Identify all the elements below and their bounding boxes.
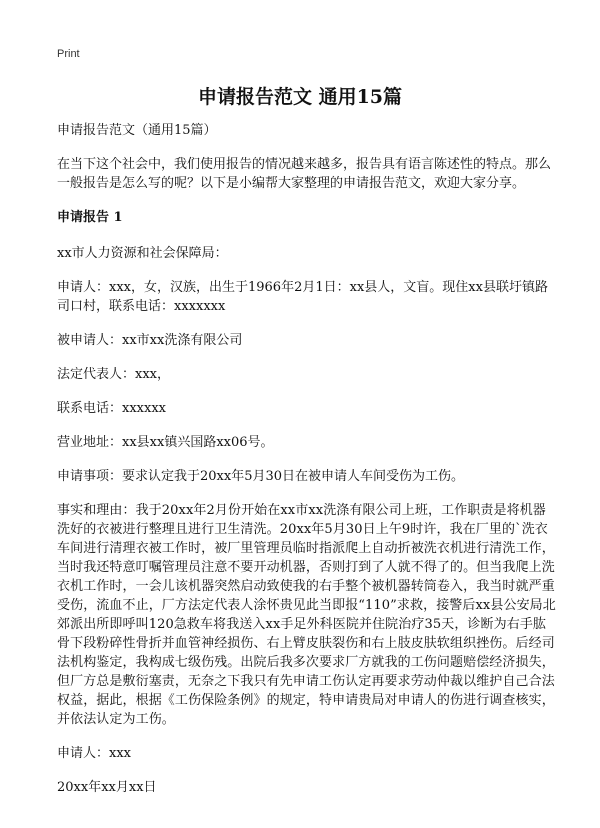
document-body bbox=[57, 121, 557, 812]
page-title: 申请报告范文 通用15篇 bbox=[197, 86, 403, 108]
intro-paragraph: 在当下这个社会中，我们使用报告的情况越来越多，报告具有语言陈述性的特点。那么一般报告是怎么写的呢？以下是小编帮大家整理的申请报告范文，欢迎大家分享。 bbox=[57, 157, 552, 191]
legal-rep-line: 法定代表人：xxx， bbox=[57, 367, 170, 382]
date-line: 20xx年xx月xx日 bbox=[57, 780, 157, 795]
section-heading: 申请报告 1 bbox=[57, 210, 123, 225]
business-address-line: 营业地址：xx县xx镇兴国路xx06号。 bbox=[57, 435, 274, 450]
subtitle: 申请报告范文（通用15篇） bbox=[57, 123, 217, 138]
print-label[interactable]: Print bbox=[57, 48, 80, 60]
respondent-line: 被申请人：xx市xx洗涤有限公司 bbox=[57, 333, 243, 348]
request-line: 申请事项：要求认定我于20xx年5月30日在被申请人车间受伤为工伤。 bbox=[57, 469, 465, 484]
applicant-info: 申请人：xxx，女，汉族，出生于1966年2月1日：xx县人，文盲。现住xx县联圩镇路司口村，联系电话：xxxxxxx bbox=[57, 280, 548, 314]
contact-phone-line: 联系电话：xxxxxx bbox=[57, 401, 166, 416]
recipient-line: xx市人力资源和社会保障局： bbox=[57, 246, 228, 261]
signature-line: 申请人：xxx bbox=[57, 746, 131, 761]
facts-paragraph: 事实和理由：我于20xx年2月份开始在xx市xx洗涤有限公司上班，工作职责是将机器洗好的衣被进行整理且进行卫生清洗。20xx年5月30日上午9时许，我在厂里的`洗衣车间进行清理衣被工作时，被厂里管理员临时指派爬上自动折被洗衣机进行清洗工作，当时我还特意叮嘱管理员注意不要开动机器，否则打到了人就不得了的。但当我爬上洗衣机工作时，一会儿该机器突然启动致使我的右手整个被机器转筒卷入，我当时就严重受伤，流血不止，厂方法定代表人涂怀贵见此当即报“110”求救，接警后xx县公安局北郊派出所即呼叫120急救车将我送入xx手足外科医院并住院治疗35天，诊断为右手肱骨下段粉碎性骨折并血管神经损伤、右上臂皮肤裂伤和右上肢皮肤软组织挫伤。后经司法机构鉴定，我构成七级伤残。出院后我多次要求厂方就我的工伤问题赔偿经济损失，但厂方总是敷衍塞责，无奈之下我只有先申请工伤认定再要求劳动仲裁以维护自己合法权益，据此，根据《工伤保险条例》的规定，特申请贵局对申请人的伤进行调查核实，并依法认定为工伤。 bbox=[57, 503, 556, 727]
